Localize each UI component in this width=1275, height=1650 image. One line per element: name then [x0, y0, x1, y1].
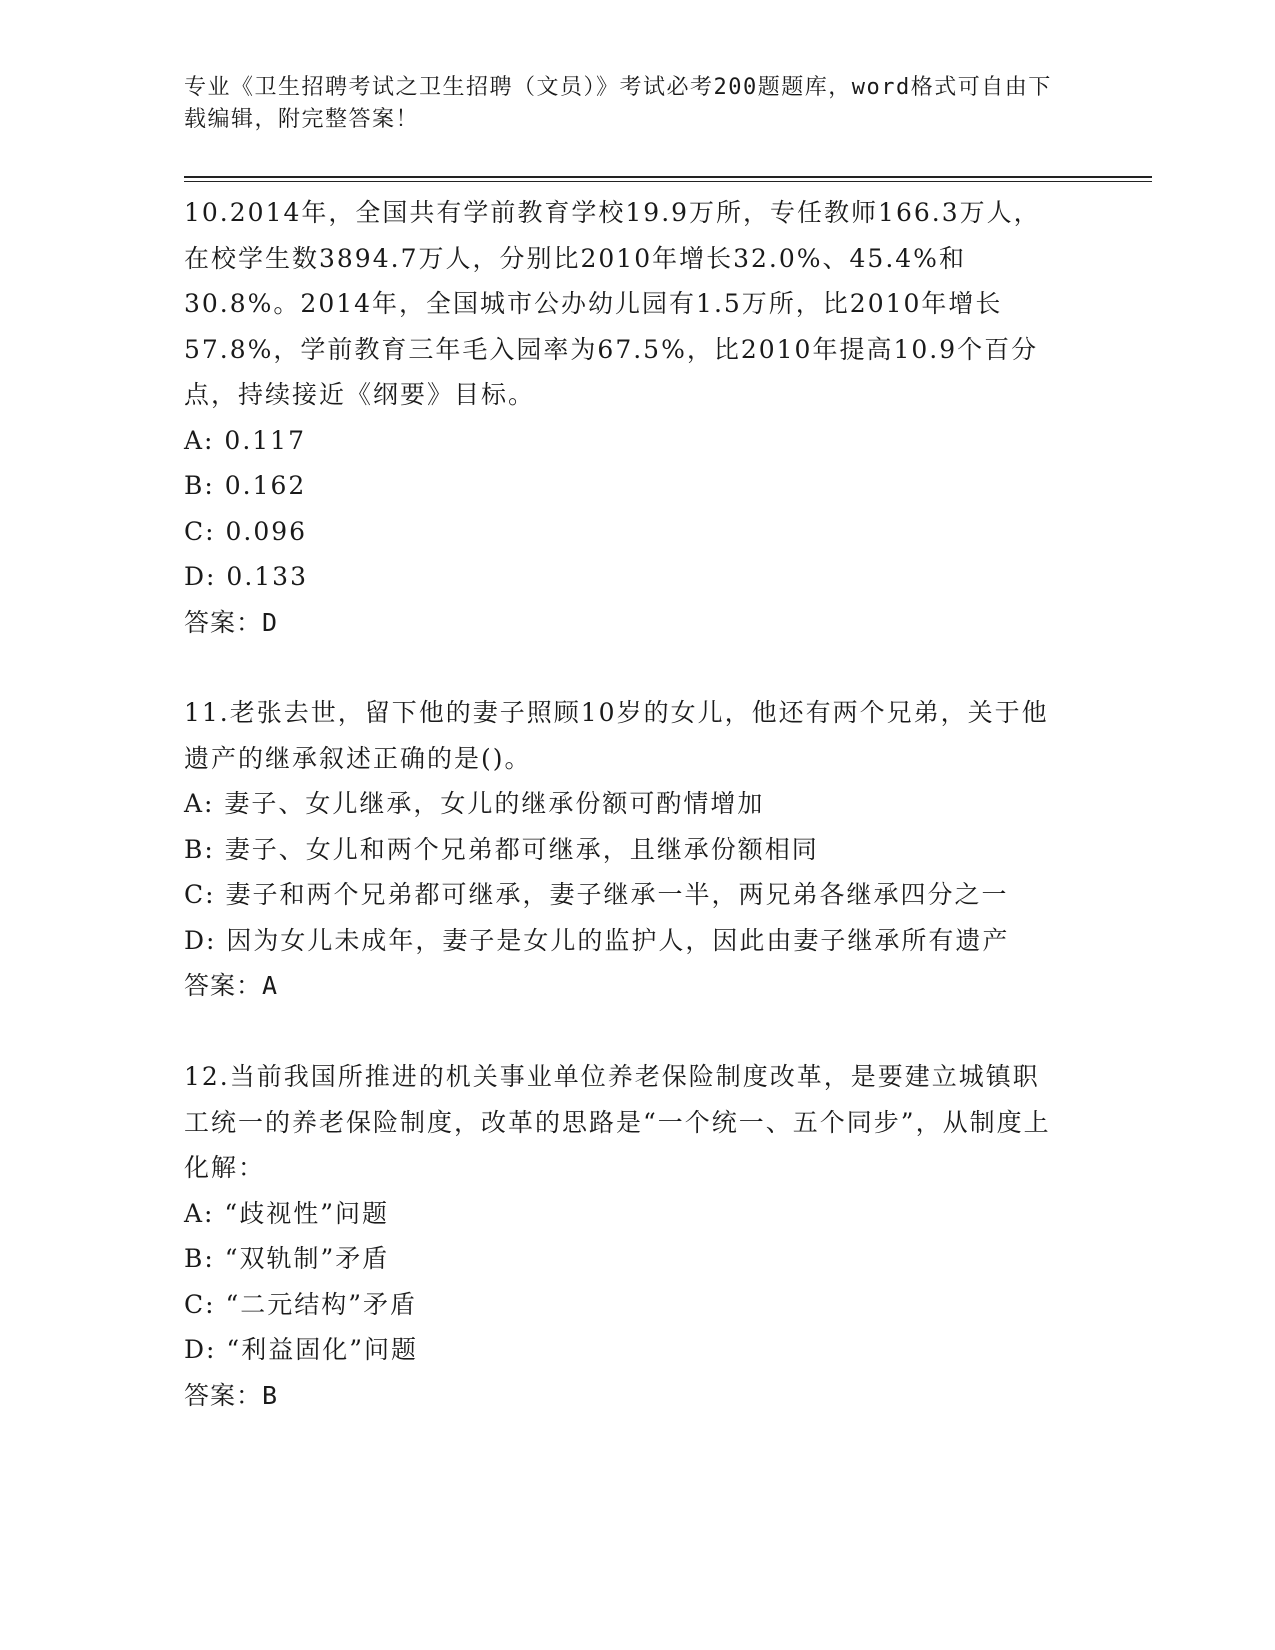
question-10: [184, 190, 1064, 645]
header-divider-thin: [184, 181, 1152, 182]
option-d: D: 因为女儿未成年，妻子是女儿的监护人，因此由妻子继承所有遗产: [184, 925, 1010, 955]
option-b: B: “双轨制”矛盾: [184, 1244, 390, 1273]
option-d: D: 0.133: [184, 562, 308, 591]
option-a: A: 0.117: [184, 425, 306, 455]
option-d: D: “利益固化”问题: [184, 1335, 418, 1364]
answer: 答案：D: [184, 607, 279, 637]
question-stem: 12.当前我国所推进的机关事业单位养老保险制度改革，是要建立城镇职工统一的养老保险制度，改革的思路是“一个统一、五个同步”，从制度上化解：: [184, 1062, 1051, 1182]
question-11: [184, 690, 1064, 1009]
answer: 答案：B: [184, 1380, 279, 1410]
option-a: A: 妻子、女儿继承，女儿的继承份额可酌情增加: [184, 789, 765, 818]
option-c: C: “二元结构”矛盾: [184, 1289, 418, 1319]
document-header: 专业《卫生招聘考试之卫生招聘（文员）》考试必考200题题库，word格式可自由下载编辑，附完整答案！: [184, 75, 1052, 132]
answer: 答案：A: [184, 971, 279, 1000]
question-12: [184, 1054, 1064, 1418]
option-b: B: 0.162: [184, 471, 307, 500]
question-stem: 10.2014年，全国共有学前教育学校19.9万所，专任教师166.3万人，在校学生数3894.7万人，分别比2010年增长32.0%、45.4%和30.8%。2014年，全国城市公办幼儿园有1.5万所，比2010年增长57.8%，学前教育三年毛入园率为67.5%，比2010年提高10.9个百分点，持续接近《纲要》目标。: [184, 198, 1041, 409]
header-divider: [184, 176, 1152, 178]
question-stem: 11.老张去世，留下他的妻子照顾10岁的女儿，他还有两个兄弟，关于他遗产的继承叙述正确的是()。: [184, 698, 1049, 773]
option-c: C: 0.096: [184, 516, 308, 546]
option-a: A: “歧视性”问题: [184, 1198, 389, 1228]
option-c: C: 妻子和两个兄弟都可继承，妻子继承一半，两兄弟各继承四分之一: [184, 880, 1009, 909]
option-b: B: 妻子、女儿和两个兄弟都可继承，且继承份额相同: [184, 834, 819, 864]
